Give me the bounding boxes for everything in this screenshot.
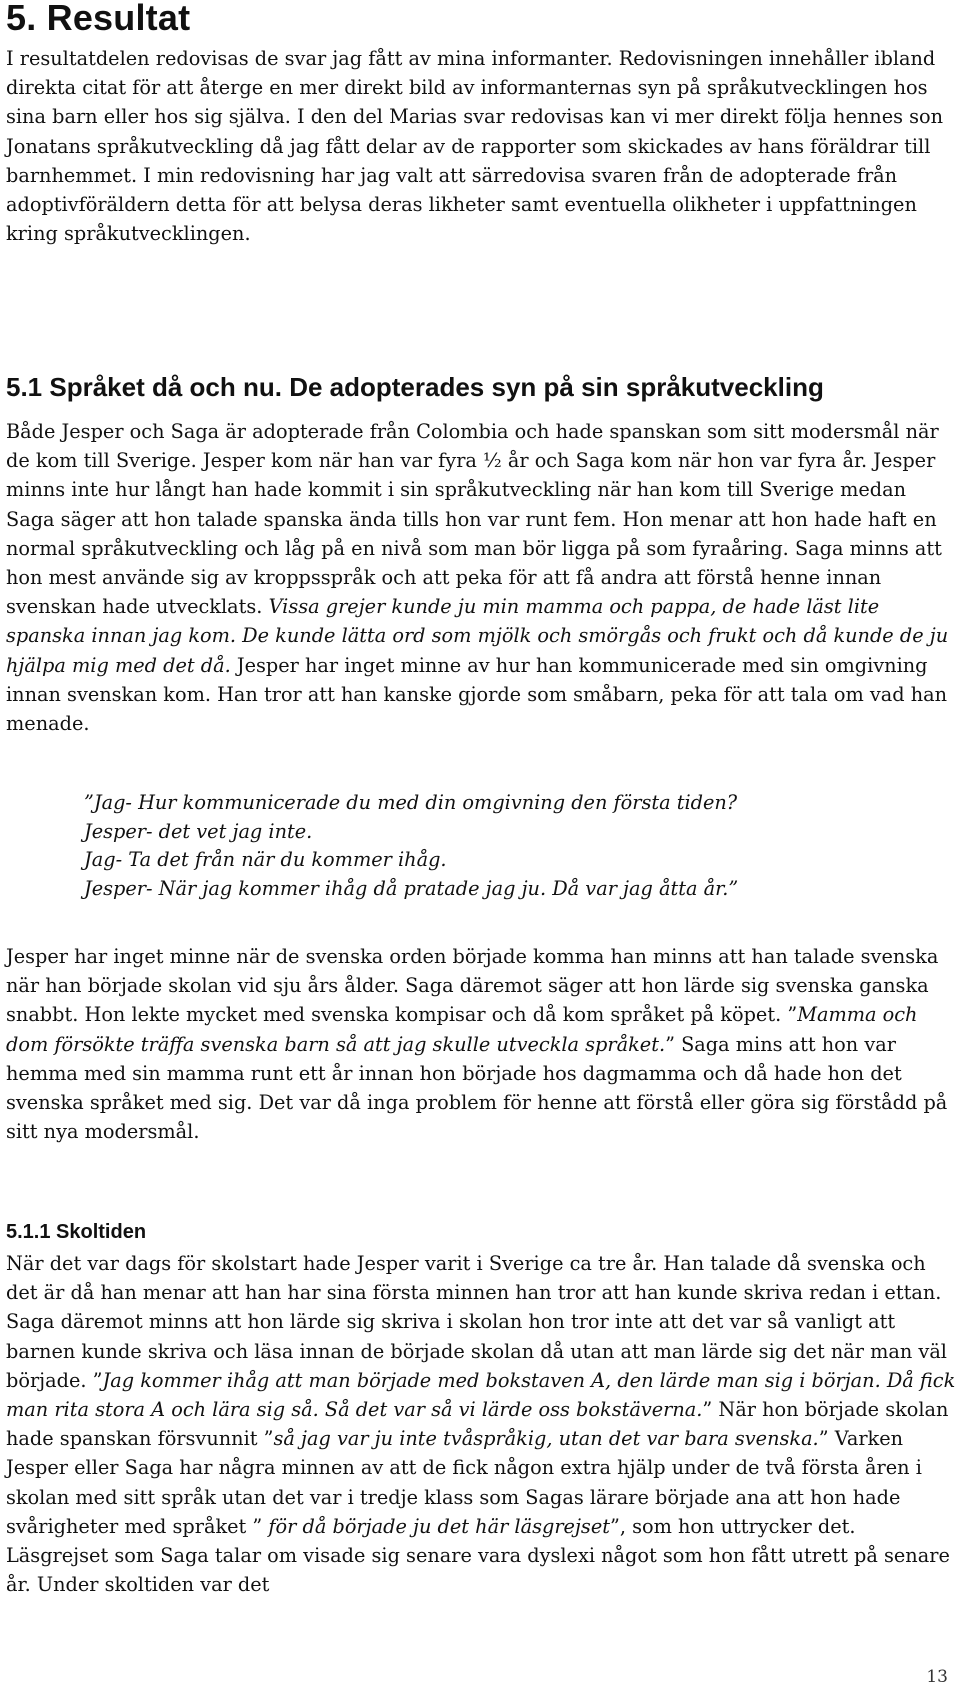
quote-text: så jag var ju inte tvåspråkig, utan det var bara svenska. bbox=[273, 1427, 819, 1451]
interview-dialogue bbox=[84, 789, 944, 903]
paragraph-text: ” Varken Jesper eller Saga har några minnen av att de fick någon extra hjälp under de två första åren i skolan med sitt språk utan det var i tredje klass som Sagas lärare började ana att hon hade svårigheter med språket ” bbox=[6, 1427, 922, 1538]
dialogue-line: Jesper- det vet jag inte. bbox=[84, 819, 313, 843]
paragraph-text: När det var dags för skolstart hade Jesper varit i Sverige ca tre år. Han talade då svenska och det är då han menar att han har sina första minnen han tror att han kunde skriva redan i ettan. Saga däremot minns att hon lärde sig skriva i skolan hon tror inte att det var så vanligt att barnen kunde skriva och läsa innan de började skolan då utan att man lärde sig det när man väl började. ” bbox=[6, 1252, 947, 1392]
quote-text: Vissa grejer kunde ju min mamma och pappa, de hade läst lite spanska innan jag kom. De kunde lätta ord som mjölk och smörgås och frukt och då kunde de ju hjälpa mig med det då. bbox=[6, 595, 949, 677]
page-number: 13 bbox=[926, 1667, 948, 1687]
quote-text: Jag kommer ihåg att man började med bokstaven A, den lärde man sig i början. Då fick man rita stora A och lära sig så. Så det var så vi lärde oss bokstäverna. bbox=[6, 1368, 956, 1422]
section-heading-5-1: 5.1 Språket då och nu. De adopterades syn på sin språkutveckling bbox=[6, 372, 824, 402]
dialogue-line: ”Jag- Hur kommunicerade du med din omgivning den första tiden? bbox=[84, 791, 738, 814]
section-heading-resultat: 5. Resultat bbox=[6, 0, 191, 38]
dialogue-line: Jesper- När jag kommer ihåg då pratade jag ju. Då var jag åtta år.” bbox=[84, 876, 739, 900]
paragraph-text: ” Saga mins att hon var hemma med sin mamma runt ett år innan hon började hos dagmamma och då hade hon det svenska språket med sig. Det var då inga problem för henne att förstå eller göra sig förstådd på sitt nya modersmål. bbox=[6, 1032, 948, 1144]
paragraph-text: ”, som hon uttrycker det. Läsgrejset som Saga talar om visade sig senare vara dyslexi något som hon fått utrett på senare år. Under skoltiden var det bbox=[6, 1514, 950, 1597]
dialogue-line: Jag- Ta det från när du kommer ihåg. bbox=[84, 848, 447, 872]
paragraph-text: Både Jesper och Saga är adopterade från Colombia och hade spanskan som sitt modersmål när de kom till Sverige. Jesper kom när han var fyra ½ år och Saga kom när hon var fyra år. Jesper minns inte hur långt han hade kommit i sin språkutveckling när han kom till Sverige medan Saga säger att hon talade spanska ända tills hon var runt fem. Hon menar att hon hade haft en normal språkutveckling och låg på en nivå som man bör ligga på som fyraåring. Saga minns att hon mest använde sig av kroppsspråk och att peka för att få andra att förstå henne innan svenskan hade utvecklats. bbox=[6, 420, 942, 619]
section-heading-5-1-1: 5.1.1 Skoltiden bbox=[6, 1221, 147, 1243]
paragraph-school-time bbox=[6, 1249, 956, 1599]
paragraph-text: Jesper har inget minne när de svenska orden började komma han minns att han talade svenska när han började skolan vid sju års ålder. Saga däremot säger att hon lärde sig svenska ganska snabbt. Hon lekte mycket med svenska kompisar och då kom språket på köpet. ” bbox=[6, 945, 939, 1027]
paragraph-text: ” När hon började skolan hade spanskan försvunnit ” bbox=[6, 1398, 949, 1451]
paragraph-text: Jesper har inget minne av hur han kommunicerade med sin omgivning innan svenskan kom. Han tror att han kanske gjorde som småbarn, peka för att tala om vad han menade. bbox=[6, 653, 948, 736]
intro-paragraph: I resultatdelen redovisas de svar jag fått av mina informanter. Redovisningen innehåller ibland direkta citat för att återge en mer direkt bild av informanternas syn på språkutvecklingen hos sina barn eller hos sig själva. I den del Marias svar redovisas kan vi mer direkt följa hennes son Jonatans språkutveckling då jag fått delar av de rapporter som skickades av hans föräldrar till barnhemmet. I min redovisning har jag valt att särredovisa svaren från de adopterade från adoptivföräldern detta för att belysa deras likheter samt eventuella olikheter i uppfattningen kring språkutvecklingen. bbox=[6, 47, 944, 246]
paragraph-swedish-words bbox=[6, 942, 956, 1146]
quote-text: Mamma och dom försökte träffa svenska barn så att jag skulle utveckla språket. bbox=[6, 1003, 918, 1056]
quote-text: för då började ju det här läsgrejset bbox=[268, 1514, 610, 1538]
paragraph-language-then-now bbox=[6, 417, 956, 738]
